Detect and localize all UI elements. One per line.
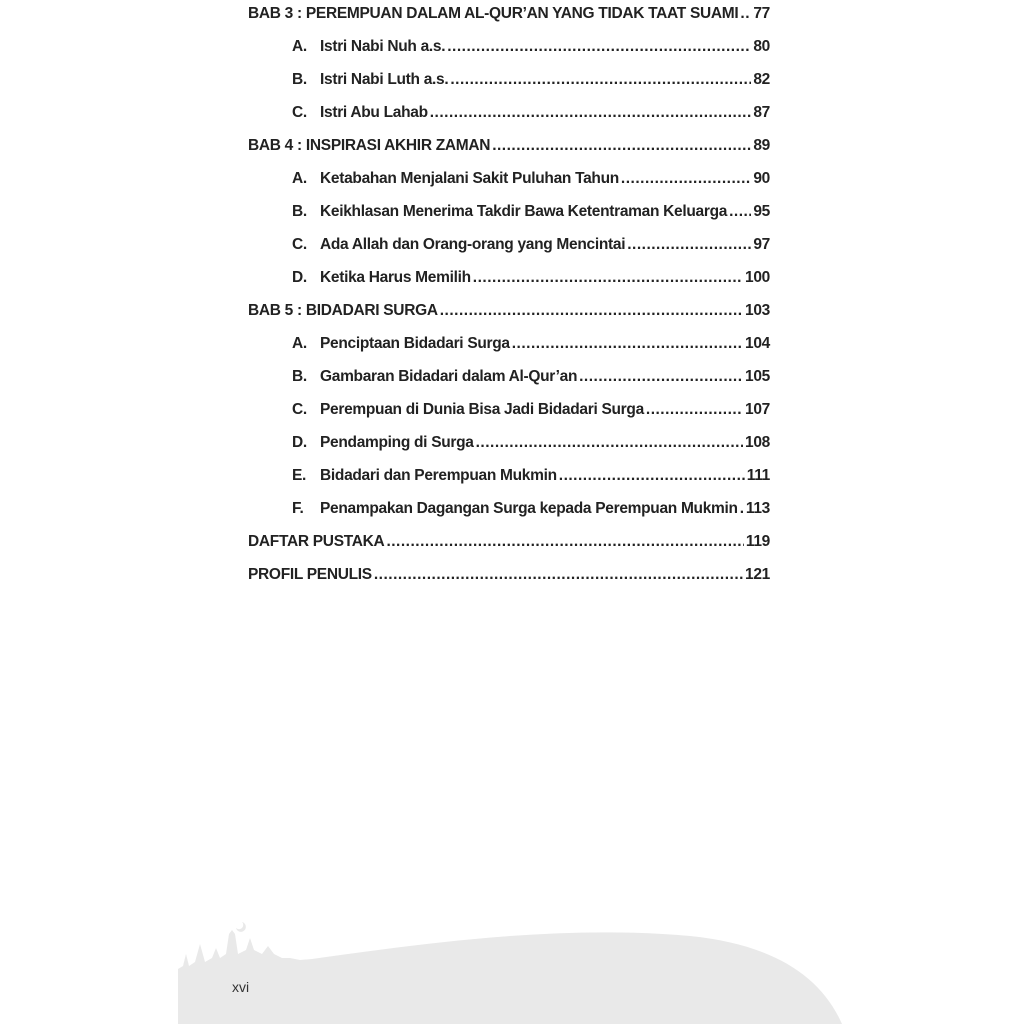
toc-entry-title: Bidadari dan Perempuan Mukmin <box>320 467 557 484</box>
toc-entry-page: 113 <box>745 500 770 517</box>
toc-leader-dots <box>621 170 751 188</box>
toc-entry-title: Penciptaan Bidadari Surga <box>320 335 510 352</box>
toc-entry-page: 80 <box>753 38 770 55</box>
toc-leader-dots <box>386 533 743 551</box>
toc-leader-dots <box>627 236 751 254</box>
toc-entry-letter: A. <box>292 170 307 187</box>
toc-entry-page: 104 <box>745 335 770 352</box>
toc-entry-title: DAFTAR PUSTAKA <box>248 533 385 550</box>
toc-leader-dots <box>559 467 745 485</box>
toc-entry-letter: C. <box>292 236 307 253</box>
toc-entry-page: 89 <box>753 137 770 154</box>
toc-entry-page: 108 <box>745 434 770 451</box>
toc-entry-page: 107 <box>745 401 770 418</box>
toc-chapter-entry <box>248 561 770 599</box>
toc-leader-dots <box>492 137 751 155</box>
toc-entry-title: Istri Nabi Luth a.s. <box>320 71 449 88</box>
toc-entry-letter: B. <box>292 71 307 88</box>
toc-entry-title: Istri Nabi Nuh a.s. <box>320 38 446 55</box>
toc-leader-dots <box>476 434 743 452</box>
toc-entry-page: 90 <box>753 170 770 187</box>
toc-entry-page: 119 <box>745 533 770 550</box>
toc-entry-title: BAB 4 : INSPIRASI AKHIR ZAMAN <box>248 137 491 154</box>
toc-entry-title: Istri Abu Lahab <box>320 104 428 121</box>
toc-entry-letter: A. <box>292 38 307 55</box>
toc-entry-page: 121 <box>745 566 770 583</box>
toc-entry-title: Pendamping di Surga <box>320 434 474 451</box>
toc-entry-title: BAB 3 : PEREMPUAN DALAM AL-QUR’AN YANG TIDAK TAAT SUAMI <box>248 5 739 22</box>
toc-leader-dots <box>430 104 752 122</box>
toc-entry-page: 95 <box>753 203 770 220</box>
toc-entry-page: 77 <box>753 5 770 22</box>
toc-leader-dots <box>646 401 743 419</box>
toc-entry-page: 82 <box>753 71 770 88</box>
toc-entry-title: Ada Allah dan Orang-orang yang Mencintai <box>320 236 626 253</box>
toc-entry-letter: D. <box>292 434 307 451</box>
toc-entry-title: Perempuan di Dunia Bisa Jadi Bidadari Surga <box>320 401 644 418</box>
toc-leader-dots <box>440 302 743 320</box>
toc-entry-page: 100 <box>745 269 770 286</box>
toc-entry-page: 87 <box>753 104 770 121</box>
toc-leader-dots <box>447 38 751 56</box>
toc-entry-letter: D. <box>292 269 307 286</box>
page-number: xvi <box>232 979 250 995</box>
toc-entry-letter: B. <box>292 368 307 385</box>
toc-entry-title: Ketika Harus Memilih <box>320 269 471 286</box>
toc-leader-dots <box>374 566 743 584</box>
toc-entry-title: Ketabahan Menjalani Sakit Puluhan Tahun <box>320 170 619 187</box>
toc-leader-dots <box>450 71 751 89</box>
toc-leader-dots <box>729 203 751 221</box>
toc-entry-page: 97 <box>753 236 770 253</box>
toc-entry-letter: F. <box>292 500 304 517</box>
toc-entry-page: 111 <box>746 467 770 484</box>
toc-leader-dots <box>512 335 743 353</box>
toc-entry-title: Keikhlasan Menerima Takdir Bawa Ketentraman Keluarga <box>320 203 728 220</box>
toc-entry-letter: B. <box>292 203 307 220</box>
toc-entry-title: BAB 5 : BIDADARI SURGA <box>248 302 438 319</box>
toc-entry-title: Gambaran Bidadari dalam Al-Qur’an <box>320 368 578 385</box>
toc-leader-dots <box>473 269 743 287</box>
toc-entry-title: Penampakan Dagangan Surga kepada Perempuan Mukmin <box>320 500 738 517</box>
toc-leader-dots <box>740 500 744 518</box>
toc-entry-letter: C. <box>292 104 307 121</box>
toc-entry-letter: A. <box>292 335 307 352</box>
toc-entry-page: 105 <box>745 368 770 385</box>
toc-leader-dots <box>740 5 751 23</box>
toc-entry-letter: E. <box>292 467 307 484</box>
toc-entry-title: PROFIL PENULIS <box>248 566 372 583</box>
mosque-silhouette-icon <box>0 914 1024 1024</box>
toc-entry-page: 103 <box>745 302 770 319</box>
toc-leader-dots <box>579 368 743 386</box>
toc-entry-letter: C. <box>292 401 307 418</box>
